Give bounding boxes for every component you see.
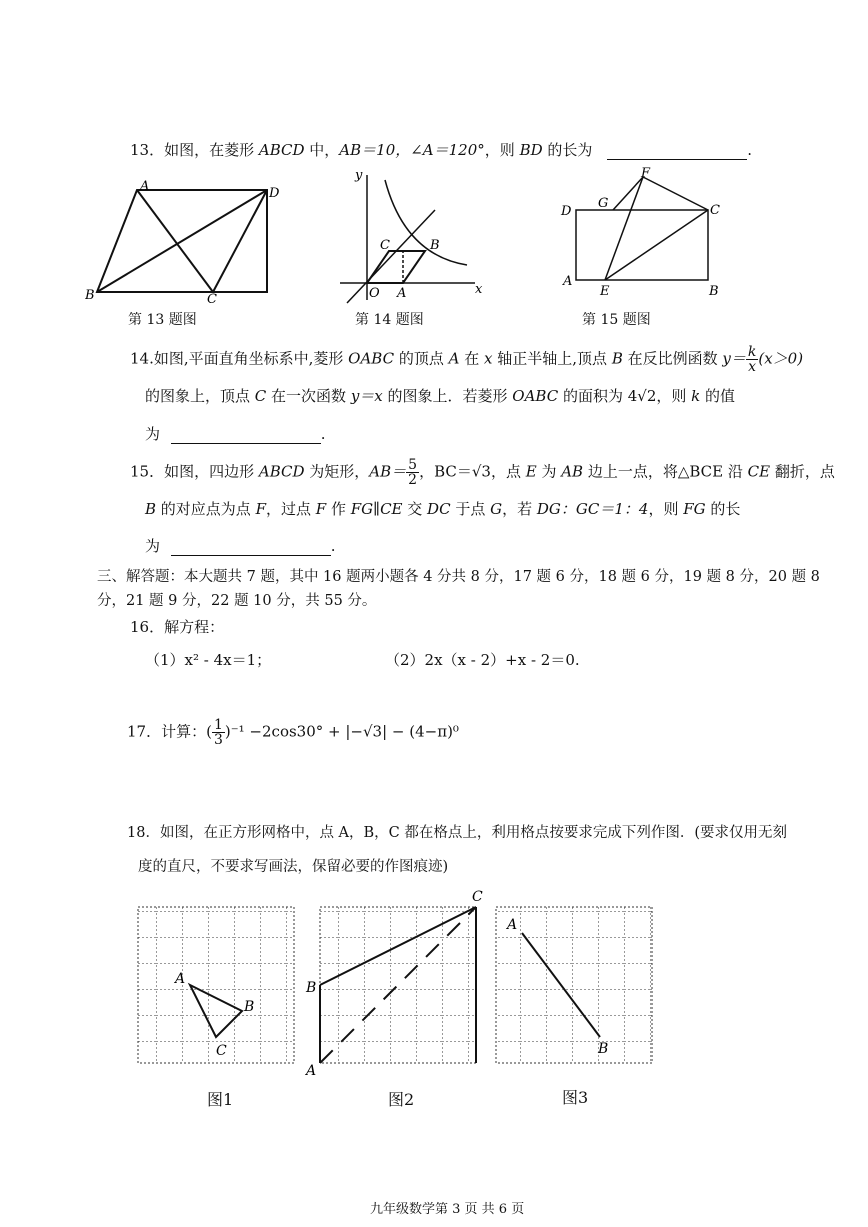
q15-line1: [130, 458, 835, 487]
q15-f2: F: [315, 500, 327, 518]
q15-text-2c: ，过点: [266, 500, 316, 518]
grid3-label-a: A: [507, 917, 518, 933]
q16-title: 16．解方程：: [130, 618, 225, 636]
fig13-label-c: C: [207, 292, 217, 305]
fig15-label-c: C: [710, 203, 720, 218]
q17-expr: )⁻¹ −2cos30° + |−√3| − (4−π)⁰: [224, 722, 459, 741]
q14-text-1a: 14.如图,平面直角坐标系中,菱形: [130, 349, 349, 368]
fig14-caption: 第 14 题图: [355, 312, 424, 328]
q15-fraction: [406, 458, 419, 487]
q14-line2: [145, 386, 735, 406]
grid3-caption: 图3: [562, 1088, 589, 1107]
q14-c: C: [254, 387, 267, 405]
fig14-coordinate-diagram: [335, 165, 495, 305]
q17-frac-den: 3: [213, 732, 223, 748]
q15-answer-blank[interactable]: [171, 539, 331, 556]
q15-ab-side: AB: [561, 462, 584, 481]
q16-part1: （1）x² - 4x＝1；: [145, 651, 272, 669]
q14-fn-y: y＝: [722, 349, 746, 368]
q14-text-1c: 在: [459, 349, 485, 368]
q14-frac-den: x: [748, 359, 757, 375]
q15-ce: CE: [747, 462, 771, 481]
q17-expr-open: (: [206, 722, 212, 741]
q14-text-2e: 的值: [700, 387, 736, 405]
q17-label: 17．计算：: [127, 722, 207, 741]
q13-condition: AB＝10，∠A＝120°: [339, 141, 485, 159]
grid1-label-a: A: [175, 971, 186, 987]
q14-a: A: [448, 349, 460, 368]
fig15-label-a: A: [563, 274, 573, 289]
q15-text-2f: 于点: [450, 500, 491, 518]
q15-fg-parallel-ce: FG∥CE: [350, 500, 403, 518]
q14-text-2b: 在一次函数: [266, 387, 351, 405]
q13-text-c: ，则: [484, 141, 520, 159]
q15-g: G: [490, 500, 503, 518]
q13-end: .: [747, 141, 752, 159]
q15-frac-den: 2: [408, 472, 418, 488]
q15-text-2g: ，若: [502, 500, 537, 518]
q15-text-2h: ，则: [648, 500, 684, 518]
q14-oabc-2: OABC: [512, 387, 559, 405]
fig13-caption: 第 13 题图: [128, 312, 197, 328]
q15-frac-num: 5: [408, 457, 418, 473]
q13-text-a: 如图，在菱形: [164, 141, 259, 159]
grid2-caption: 图2: [388, 1090, 415, 1109]
fig15-caption: 第 15 题图: [582, 312, 651, 328]
grid2-label-a: A: [306, 1063, 317, 1079]
q15-line2: [145, 499, 740, 519]
q14-text-3: 为: [145, 425, 161, 443]
q15-text-1a: 15．如图，四边形: [130, 462, 259, 481]
grid1: [138, 907, 294, 1063]
fig14-label-b: B: [430, 238, 440, 253]
q15-b: B: [145, 500, 157, 518]
q15-text-1b: 为矩形，: [304, 462, 370, 481]
grid1-caption: 图1: [207, 1090, 234, 1109]
fig14-label-o: O: [369, 286, 380, 301]
q15-dc: DC: [427, 500, 451, 518]
fig14-label-x: x: [475, 282, 483, 297]
fig13-label-b: B: [85, 288, 95, 303]
q18-grid-figures: [130, 885, 670, 1085]
fig15-segment-fg: [613, 177, 643, 210]
fig15-label-b: B: [709, 284, 719, 299]
q15-text-1f: 翻折，点: [770, 462, 835, 481]
q15-text-2i: 的长: [705, 500, 741, 518]
fig15-label-d: D: [561, 204, 572, 219]
q13-text: [130, 140, 752, 160]
q14-text-2c: 的图象上．若菱形: [382, 387, 513, 405]
grid1-label-b: B: [244, 999, 255, 1015]
q15-text-2d: 作: [326, 500, 351, 518]
q14-frac-num: k: [747, 344, 757, 360]
q15-text-1d: 为: [536, 462, 562, 481]
fig15-label-e: E: [600, 284, 610, 299]
fig13-segment-ac: [137, 190, 213, 292]
q14-text-1b: 的顶点: [394, 349, 449, 368]
q15-abcd: ABCD: [258, 462, 305, 481]
q15-text-2b: 的对应点为点: [156, 500, 256, 518]
fig15-segment-fc: [643, 177, 708, 210]
q15-text-2e: 交: [402, 500, 428, 518]
q17-frac-num: 1: [213, 717, 223, 733]
q16-part2: （2）2x（x - 2）+x - 2＝0.: [385, 651, 580, 669]
q13-abcd: ABCD: [258, 141, 305, 159]
grid2-label-c: C: [472, 889, 483, 905]
section3-header-line2: 分，21 题 9 分，22 题 10 分，共 55 分。: [97, 593, 377, 609]
grid3: [496, 907, 652, 1063]
q18-line2: 度的直尺，不要求写画法，保留必要的作图痕迹): [138, 859, 449, 875]
q15-ratio: DG：GC＝1：4: [536, 500, 649, 518]
q14-oabc: OABC: [348, 349, 395, 368]
q14-k: k: [691, 387, 701, 405]
q14-text-1d: 轴正半轴上,顶点: [492, 349, 612, 368]
fig15-segment-ef: [605, 177, 643, 280]
q18-line1: 18．如图，在正方形网格中，点 A，B，C 都在格点上，利用格点按要求完成下列作图．(要求仅用无刻: [127, 825, 788, 841]
q14-fn-cond: (x＞0): [758, 349, 804, 368]
fig14-rhombus: [367, 251, 425, 283]
q15-line3: [145, 536, 336, 556]
q15-e: E: [525, 462, 537, 481]
q15-text-3: 为: [145, 537, 161, 555]
grid1-label-c: C: [216, 1043, 227, 1059]
q13-text-d: 的长为: [542, 141, 593, 159]
q14-x: x: [484, 349, 493, 368]
q13-bd: BD: [519, 141, 543, 159]
q15-text-1e: 边上一点，将△BCE 沿: [583, 462, 748, 481]
fig13-label-a: A: [140, 179, 150, 194]
fig14-hyperbola: [385, 180, 467, 265]
q14-text-2d: 的面积为 4√2，则: [558, 387, 692, 405]
q17-fraction: [212, 718, 225, 747]
fig14-label-c: C: [380, 238, 390, 253]
q14-answer-blank[interactable]: [171, 427, 321, 444]
q17-line: [127, 718, 459, 747]
q14-text-2a: 的图象上，顶点: [145, 387, 255, 405]
fig15-rectangle: [576, 210, 708, 280]
fig14-label-y: y: [355, 168, 363, 183]
q15-ab: AB＝: [369, 462, 407, 481]
q14-end: .: [320, 425, 326, 443]
page-footer: 九年级数学第 3 页 共 6 页: [370, 1202, 525, 1217]
section3-header-line1: 三、解答题：本大题共 7 题，其中 16 题两小题各 4 分共 8 分，17 题 6 分，18 题 6 分，19 题 8 分，20 题 8: [97, 569, 820, 585]
q14-fraction: [746, 345, 758, 374]
fig13-rhombus-diagram: [85, 175, 280, 305]
fig13-diagonal-bd: [97, 190, 267, 292]
q14-line1: [130, 345, 803, 374]
q14-b: B: [611, 349, 623, 368]
fig13-label-d: D: [269, 186, 280, 201]
q15-f: F: [255, 500, 266, 518]
grid3-label-b: B: [598, 1041, 609, 1057]
q13-answer-blank[interactable]: [607, 143, 747, 160]
fig15-segment-ec: [605, 210, 708, 280]
fig15-rectangle-diagram: [555, 165, 730, 300]
q15-text-1c: ，BC＝√3，点: [419, 462, 526, 481]
q13-number: 13．: [130, 141, 165, 159]
fig15-label-g: G: [598, 196, 609, 211]
grid2-label-b: B: [306, 980, 317, 996]
q13-text-b: 中，: [304, 141, 340, 159]
fig15-label-f: F: [641, 166, 651, 181]
q14-text-1e: 在反比例函数: [622, 349, 723, 368]
q14-linear: y＝x: [350, 387, 383, 405]
fig14-label-a: A: [397, 286, 407, 301]
q15-end: .: [330, 537, 336, 555]
q15-fg: FG: [683, 500, 706, 518]
q14-line3: [145, 424, 326, 444]
